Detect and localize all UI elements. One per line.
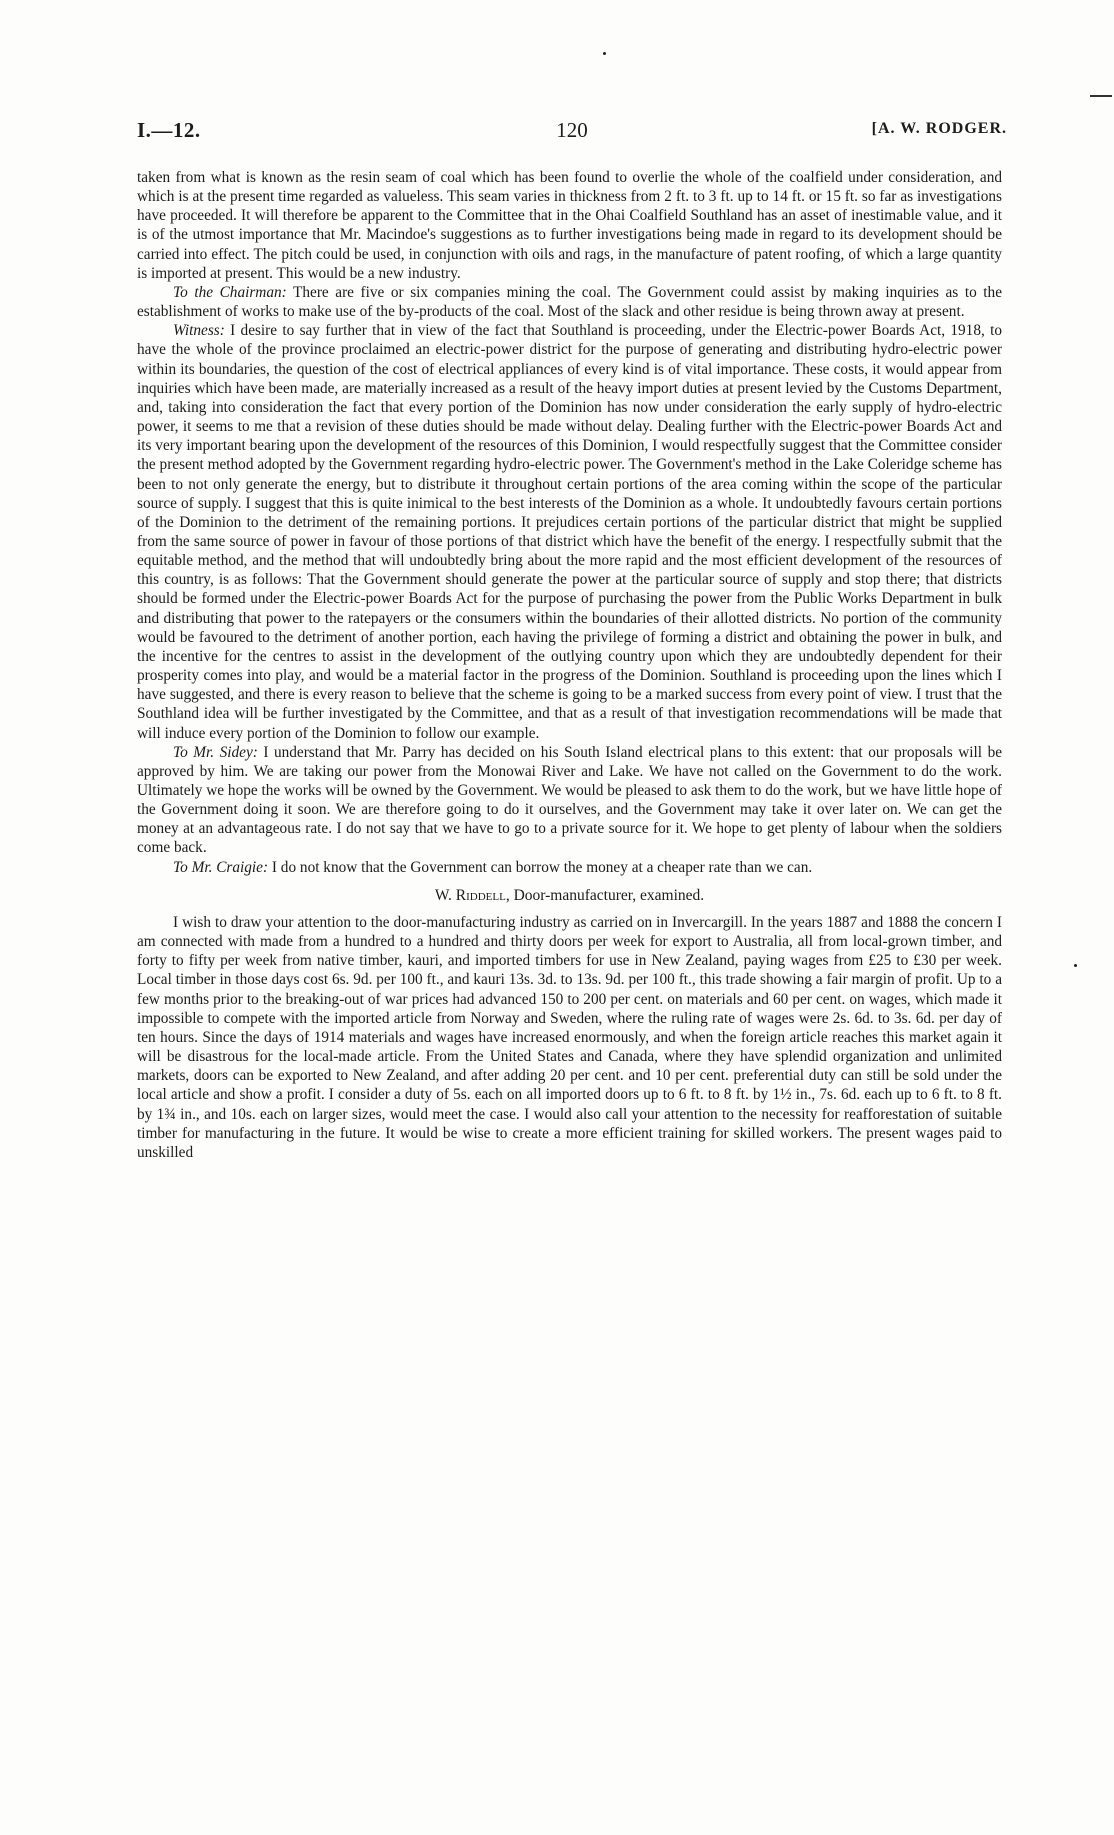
heading-rest: , Door-manufacturer, examined.	[505, 886, 705, 904]
paragraph-text: taken from what is known as the resin seam of coal which has been found to overlie the whole of the coalfield under consideration, and which is at the present time regarded as valueless. This seam varies in thickness from 2 ft. to 3 ft. up to 14 ft. or 15 ft. so far as investigations have proceeded. It will therefore be apparent to the Committee that in the Ohai Coalfield Southland has an asset of inestimable value, and it is of the utmost importance that Mr. Macindoe's suggestions as to further investigations being made in regard to its development should be carried into effect. The pitch could be used, in conjunction with oils and rags, in the manufacture of patent roofing, of which a large quantity is imported at present. This would be a new industry.	[137, 169, 1002, 282]
scan-speck	[603, 52, 606, 55]
speaker-label: Witness:	[173, 322, 225, 340]
paragraph-text: I desire to say further that in view of the fact that Southland is proceeding, under the Electric-power Boards Act, 1918, to have the whole of the province proclaimed an electric-power district for the purpose of generating and distributing hydro-electric power within its boundaries, the question of the cost of electrical appliances of every kind is of vital importance. These costs, it would appear from inquiries which have been made, are materially increased as a result of the heavy import duties at present levied by the Customs Department, and, taking into consideration the fact that every portion of the Dominion has now under consideration the early supply of hydro-electric power, it seems to me that a revision of these duties should be made without delay. Dealing further with the Electric-power Boards Act and its very important bearing upon the development of the resources of this Dominion, I would respectfully suggest that the Committee consider the present method adopted by the Government regarding hydro-electric power. The Government's method in the Lake Coleridge scheme has been to not only generate the energy, but to distribute it throughout certain portions of the area coming within the scope of the particular source of supply. I suggest that this is quite inimical to the best interests of the Dominion as a whole. It undoubtedly favours certain portions of the Dominion to the detriment of the remaining portions. It prejudices certain portions of the particular district that might be supplied from the same source of power in favour of those portions of that district which have the benefit of the energy. I respectfully submit that the equitable method, and the method that will undoubtedly bring about the more rapid and the most efficient development of the resources of this country, is as follows: That the Government should generate the power at the particular source of supply and stop there; that districts should be formed under the Electric-power Boards Act for the purpose of purchasing the power from the Public Works Department in bulk and distributing that power to the ratepayers or the consumers within the boundaries of their allotted districts. No portion of the community would be favoured to the detriment of another portion, each having the privilege of forming a district and obtaining the power in bulk, and the incentive for the centres to assist in the development of the outlying country upon which they are undoubtedly dependent for their prosperity comes into play, and would be a material factor in the progress of the Dominion. Southland is proceeding upon the lines which I have suggested, and there is every reason to believe that the scheme is going to be a marked success from every point of view. I trust that the Southland idea will be further investigated by the Committee, and that as a result of that investigation recommendations will be made that will induce every portion of the Dominion to follow our example.	[137, 322, 1002, 742]
paragraph-craigie	[137, 858, 1002, 877]
paragraph-text: I do not know that the Government can borrow the money at a cheaper rate than we can.	[268, 858, 813, 876]
paragraph-chairman	[137, 283, 1002, 321]
page-header	[137, 118, 1007, 148]
series-label: I.—12.	[137, 118, 201, 142]
page-edge-mark	[1090, 95, 1112, 97]
section-heading-riddell	[137, 886, 1002, 905]
paragraph-witness	[137, 321, 1002, 742]
scan-speck	[1074, 964, 1077, 967]
speaker-label: To Mr. Sidey:	[173, 743, 258, 761]
paragraph-text: I understand that Mr. Parry has decided on his South Island electrical plans to this extent: that our proposals will be approved by him. We are taking our power from the Monowai River and Lake. We have not called on the Government to do the work. Ultimately we hope the works will be owned by the Government. We would be pleased to ask them to do the work, but we have little hope of the Government doing it soon. We are therefore going to do it ourselves, and the Government may take it over later on. We can get the money at an advantageous rate. I do not say that we have to go to a private source for it. We hope to get plenty of labour when the soldiers come back.	[137, 743, 1003, 857]
heading-surname: Riddell	[455, 886, 506, 904]
running-head-witness: [A. W. RODGER.	[871, 120, 1007, 137]
paragraph-text: There are five or six companies mining the coal. The Government could assist by making inquiries as to the establishment of works to make use of the by-products of the coal. Most of the slack and other residue is being thrown away at present.	[137, 283, 1002, 321]
heading-initial: W.	[434, 886, 456, 904]
page-number: 120	[556, 118, 588, 142]
document-body	[137, 168, 1002, 1162]
paragraph-text: I wish to draw your attention to the door-manufacturing industry as carried on in Invercargill. In the years 1887 and 1888 the concern I am connected with made from a hundred to a hundred and thirty doors per week for export to Australia, all from local-grown timber, and forty to fifty per week from native timber, kauri, and imported timbers for use in New Zealand, paying wages from £25 to £30 per week. Local timber in those days cost 6s. 9d. per 100 ft., and kauri 13s. 3d. to 13s. 9d. per 100 ft., this trade showing a fair margin of profit. Up to a few months prior to the breaking-out of war prices had advanced 150 to 200 per cent. on materials and 60 per cent. on wages, which made it impossible to compete with the imported article from Norway and Sweden, where the ruling rate of wages were 2s. 6d. to 3s. 6d. per day of ten hours. Since the days of 1914 materials and wages have increased enormously, and when the foreign article reaches this market again it will be disastrous for the local-made article. From the United States and Canada, where they have splendid organization and unlimited markets, doors can be exported to New Zealand, and after adding 20 per cent. and 10 per cent. preferential duty can still be sold under the local article and show a profit. I consider a duty of 5s. each on all imported doors up to 6 ft. to 8 ft. by 1½ in., 7s. 6d. each up to 6 ft. to 8 ft. by 1¾ in., and 10s. each on larger sizes, would meet the case. I would also call your attention to the necessity for reafforestation of suitable timber for manufacturing in the future. It would be wise to create a more efficient training for skilled workers. The present wages paid to unskilled	[137, 913, 1002, 1161]
speaker-label: To Mr. Craigie:	[173, 858, 269, 876]
paragraph-continuation	[137, 168, 1002, 283]
paragraph-riddell-evidence	[137, 913, 1002, 1162]
speaker-label: To the Chairman:	[173, 283, 287, 301]
paragraph-sidey	[137, 743, 1002, 858]
